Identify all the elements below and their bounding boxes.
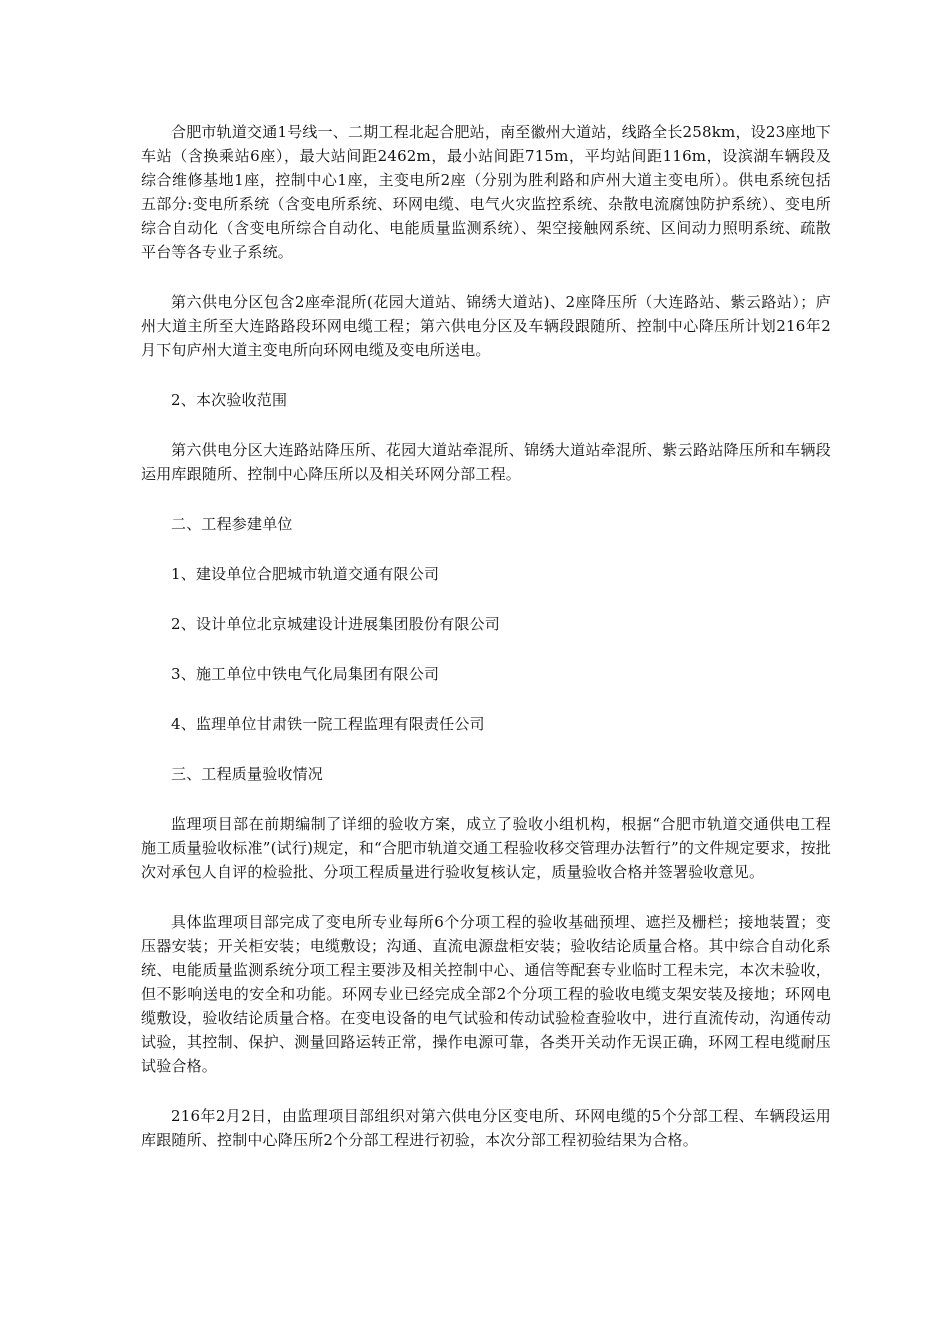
paragraph-sixth-power-zone: 第六供电分区包含2座牵混所(花园大道站、锦绣大道站)、2座降压所（大连路站、紫云路站）；庐州大道主所至大连路路段环网电缆工程；第六供电分区及车辆段跟随所、控制中心降压所计划216年2月下旬庐州大道主变电所向环网电缆及变电所送电。 (141, 293, 831, 359)
unit-construction-owner: 1、建设单位合肥城市轨道交通有限公司 (171, 565, 440, 583)
paragraph-acceptance-details: 具体监理项目部完成了变电所专业每所6个分项工程的验收基础预埋、遮拦及栅栏；接地装置；变压器安装；开关柜安装；电缆敷设；沟通、直流电源盘柜安装；验收结论质量合格。其中综合自动化系统、电能质量监测系统分项工程主要涉及相关控制中心、通信等配套专业临时工程未完，本次未验收，但不影响送电的安全和功能。环网专业已经完成全部2个分项工程的验收电缆支架安装及接地；环网电缆敷设，验收结论质量合格。在变电设备的电气试验和传动试验检查验收中，进行直流传动，沟通传动试验，其控制、保护、测量回路运转正常，操作电源可靠，各类开关动作无误正确，环网工程电缆耐压试验合格。 (141, 913, 831, 1075)
unit-design: 2、设计单位北京城建设计进展集团股份有限公司 (171, 615, 500, 633)
unit-contractor: 3、施工单位中铁电气化局集团有限公司 (171, 665, 440, 683)
unit-supervision: 4、监理单位甘肃铁一院工程监理有限责任公司 (171, 715, 485, 733)
paragraph-initial-inspection: 216年2月2日，由监理项目部组织对第六供电分区变电所、环网电缆的5个分部工程、车辆段运用库跟随所、控制中心降压所2个分部工程进行初验，本次分部工程初验结果为合格。 (141, 1107, 831, 1149)
heading-quality-acceptance: 三、工程质量验收情况 (171, 765, 324, 783)
paragraph-supervision-plan: 监理项目部在前期编制了详细的验收方案，成立了验收小组机构，根据“合肥市轨道交通供电工程施工质量验收标准”(试行)规定，和“合肥市轨道交通工程验收移交管理办法暂行”的文件规定要求，按批次对承包人自评的检验批、分项工程质量进行验收复核认定，质量验收合格并签署验收意见。 (141, 815, 831, 881)
document-page (141, 120, 831, 1152)
heading-participating-units: 二、工程参建单位 (171, 515, 293, 533)
paragraph-acceptance-scope: 第六供电分区大连路站降压所、花园大道站牵混所、锦绣大道站牵混所、紫云路站降压所和车辆段运用库跟随所、控制中心降压所以及相关环网分部工程。 (141, 441, 831, 483)
heading-acceptance-scope: 2、本次验收范围 (171, 391, 288, 409)
paragraph-project-overview: 合肥市轨道交通1号线一、二期工程北起合肥站，南至徽州大道站，线路全长258km，设23座地下车站（含换乘站6座），最大站间距2462m，最小站间距715m，平均站间距116m，设滨湖车辆段及综合维修基地1座，控制中心1座，主变电所2座（分别为胜利路和庐州大道主变电所）。供电系统包括五部分:变电所系统（含变电所系统、环网电缆、电气火灾监控系统、杂散电流腐蚀防护系统）、变电所综合自动化（含变电所综合自动化、电能质量监测系统）、架空接触网系统、区间动力照明系统、疏散平台等各专业子系统。 (141, 123, 831, 261)
